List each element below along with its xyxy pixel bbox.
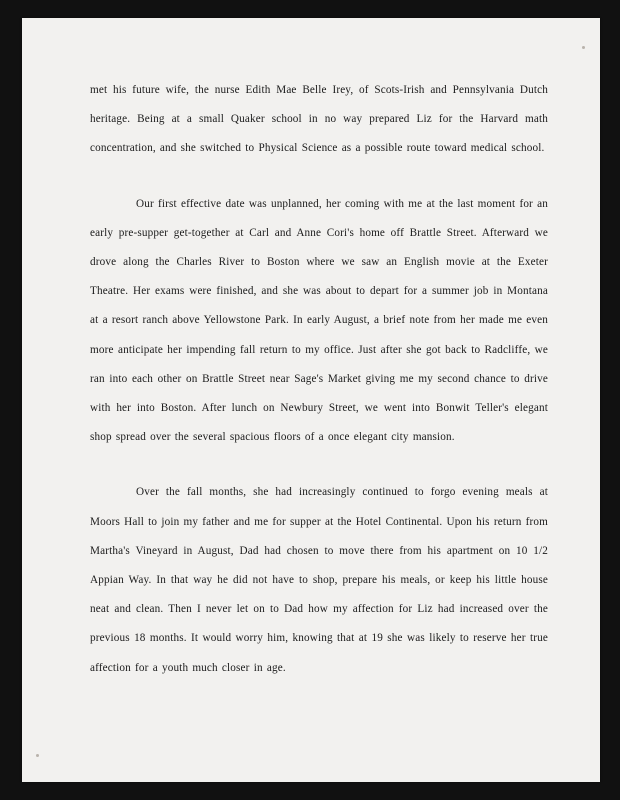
paragraph-1: met his future wife, the nurse Edith Mae Belle Irey, of Scots-Irish and Pennsylvania Dutch heritage. Being at a small Quaker school in no way prepared Liz for the Harvard math concentration, and she switched to Physical Science as a possible route toward medical school. bbox=[90, 84, 548, 155]
page-corner-mark bbox=[582, 46, 585, 49]
page-corner-mark bbox=[36, 754, 39, 757]
page-text-body bbox=[90, 76, 548, 683]
document-page bbox=[22, 18, 600, 782]
paragraph-3: Over the fall months, she had increasingly continued to forgo evening meals at Moors Hall to join my father and me for supper at the Hotel Continental. Upon his return from Martha's Vineyard in August, Dad had chosen to move there from his apartment on 10 1/2 Appian Way. In that way he did not have to shop, prepare his meals, or keep his little house neat and clean. Then I never let on to Dad how my affection for Liz had increased over the previous 18 months. It would worry him, knowing that at 19 she was likely to reserve her true affection for a youth much closer in age. bbox=[90, 486, 548, 674]
paragraph-2: Our first effective date was unplanned, her coming with me at the last moment for an early pre-supper get-together at Carl and Anne Cori's home off Brattle Street. Afterward we drove along the Charles River to Boston where we saw an English movie at the Exeter Theatre. Her exams were finished, and she was about to depart for a summer job in Montana at a resort ranch above Yellowstone Park. In early August, a brief note from her made me even more anticipate her impending fall return to my office. Just after she got back to Radcliffe, we ran into each other on Brattle Street near Sage's Market giving me my second chance to drive with her into Boston. After lunch on Newbury Street, we went into Bonwit Teller's elegant shop spread over the several spacious floors of a once elegant city mansion. bbox=[90, 197, 548, 444]
